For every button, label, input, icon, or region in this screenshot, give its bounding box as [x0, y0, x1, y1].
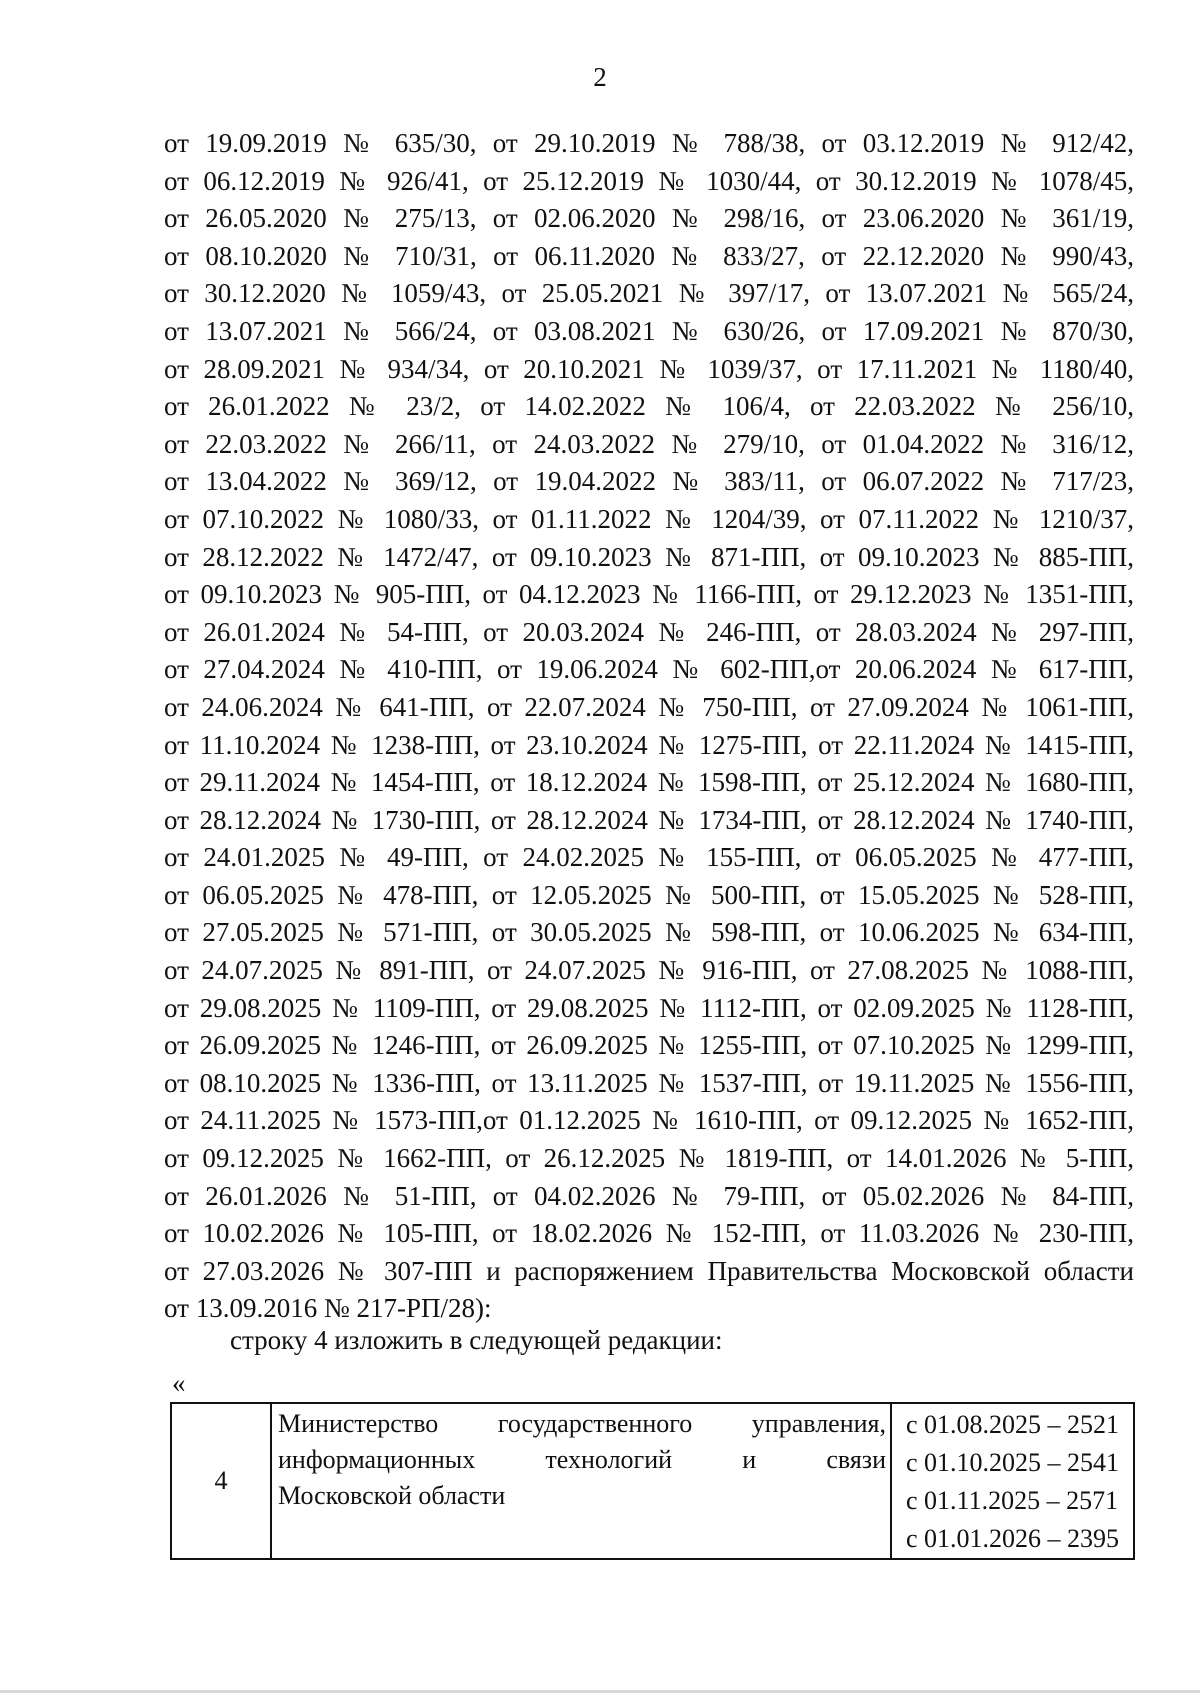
citation-text [164, 125, 1134, 1328]
text-line: от 24.07.2025 № 891-ПП, от 24.07.2025 № 916-ПП, от 27.08.2025 № 1088-ПП, [164, 955, 1134, 986]
amendment-paragraph: строку 4 изложить в следующей редакции: [230, 1325, 723, 1355]
text-line: от 30.12.2020 № 1059/43, от 25.05.2021 № 397/17, от 13.07.2021 № 565/24, [164, 278, 1134, 309]
text-line: от 26.01.2024 № 54-ПП, от 20.03.2024 № 246-ПП, от 28.03.2024 № 297-ПП, [164, 616, 1134, 647]
text-line: от 27.04.2024 № 410-ПП, от 19.06.2024 № 602-ПП,от 20.06.2024 № 617-ПП, [164, 654, 1134, 685]
text-line: от 24.01.2025 № 49-ПП, от 24.02.2025 № 155-ПП, от 06.05.2025 № 477-ПП, [164, 842, 1134, 873]
text-line: от 13.04.2022 № 369/12, от 19.04.2022 № 383/11, от 06.07.2022 № 717/23, [164, 466, 1134, 497]
text-line: от 11.10.2024 № 1238-ПП, от 23.10.2024 № 1275-ПП, от 22.11.2024 № 1415-ПП, [164, 729, 1134, 760]
date-value: с 01.01.2026 – 2395 [906, 1524, 1120, 1553]
ministry-name-cell [271, 1403, 891, 1559]
text-line: от 27.03.2026 № 307-ПП и распоряжением Правительства Московской области [164, 1255, 1134, 1286]
text-line: от 29.08.2025 № 1109-ПП, от 29.08.2025 № 1112-ПП, от 02.09.2025 № 1128-ПП, [164, 992, 1134, 1023]
opening-quote: « [172, 1368, 186, 1398]
text-line: от 26.01.2026 № 51-ПП, от 04.02.2026 № 79-ПП, от 05.02.2026 № 84-ПП, [164, 1180, 1134, 1211]
text-line: от 19.09.2019 № 635/30, от 29.10.2019 № 788/38, от 03.12.2019 № 912/42, [164, 128, 1134, 158]
table-row [171, 1403, 1134, 1559]
text-line: от 07.10.2022 № 1080/33, от 01.11.2022 № 1204/39, от 07.11.2022 № 1210/37, [164, 503, 1134, 534]
text-line: от 10.02.2026 № 105-ПП, от 18.02.2026 № 152-ПП, от 11.03.2026 № 230-ПП, [164, 1218, 1134, 1249]
date-value: с 01.08.2025 – 2521 [906, 1410, 1120, 1439]
text-line: от 22.03.2022 № 266/11, от 24.03.2022 № 279/10, от 01.04.2022 № 316/12, [164, 428, 1134, 459]
page-number: 2 [593, 62, 607, 92]
ministry-name-line: Министерство государственного управления, [278, 1409, 886, 1438]
amendment-table [170, 1402, 1135, 1560]
text-line: от 06.05.2025 № 478-ПП, от 12.05.2025 № 500-ПП, от 15.05.2025 № 528-ПП, [164, 879, 1134, 910]
text-line: от 27.05.2025 № 571-ПП, от 30.05.2025 № 598-ПП, от 10.06.2025 № 634-ПП, [164, 917, 1134, 948]
text-line: от 06.12.2019 № 926/41, от 25.12.2019 № 1030/44, от 30.12.2019 № 1078/45, [164, 165, 1134, 196]
text-line: от 08.10.2020 № 710/31, от 06.11.2020 № 833/27, от 22.12.2020 № 990/43, [164, 240, 1134, 271]
text-line: от 26.01.2022 № 23/2, от 14.02.2022 № 106/4, от 22.03.2022 № 256/10, [164, 391, 1134, 422]
text-line: от 28.09.2021 № 934/34, от 20.10.2021 № 1039/37, от 17.11.2021 № 1180/40, [164, 353, 1134, 384]
text-line: от 26.09.2025 № 1246-ПП, от 26.09.2025 № 1255-ПП, от 07.10.2025 № 1299-ПП, [164, 1030, 1134, 1061]
scan-edge-divider [0, 1690, 1200, 1693]
text-line: от 24.11.2025 № 1573-ПП,от 01.12.2025 № 1610-ПП, от 09.12.2025 № 1652-ПП, [164, 1105, 1134, 1136]
text-line: от 28.12.2024 № 1730-ПП, от 28.12.2024 № 1734-ПП, от 28.12.2024 № 1740-ПП, [164, 804, 1134, 835]
text-line: от 09.10.2023 № 905-ПП, от 04.12.2023 № 1166-ПП, от 29.12.2023 № 1351-ПП, [164, 579, 1134, 610]
ministry-name-line: Московской области [278, 1481, 506, 1510]
date-value: с 01.10.2025 – 2541 [906, 1448, 1120, 1477]
text-line: от 28.12.2022 № 1472/47, от 09.10.2023 № 871-ПП, от 09.10.2023 № 885-ПП, [164, 541, 1134, 572]
dates-cell [891, 1403, 1134, 1559]
text-line: от 24.06.2024 № 641-ПП, от 22.07.2024 № 750-ПП, от 27.09.2024 № 1061-ПП, [164, 691, 1134, 722]
text-line: от 08.10.2025 № 1336-ПП, от 13.11.2025 № 1537-ПП, от 19.11.2025 № 1556-ПП, [164, 1067, 1134, 1098]
text-line: от 13.07.2021 № 566/24, от 03.08.2021 № 630/26, от 17.09.2021 № 870/30, [164, 315, 1134, 346]
date-value: с 01.11.2025 – 2571 [906, 1486, 1119, 1515]
text-line: от 29.11.2024 № 1454-ПП, от 18.12.2024 № 1598-ПП, от 25.12.2024 № 1680-ПП, [164, 767, 1134, 798]
text-line: от 09.12.2025 № 1662-ПП, от 26.12.2025 № 1819-ПП, от 14.01.2026 № 5-ПП, [164, 1143, 1134, 1174]
ministry-name-line: информационных технологий и связи [278, 1445, 886, 1474]
text-line: от 13.09.2016 № 217-РП/28): [164, 1293, 492, 1324]
row-number-cell: 4 [171, 1403, 271, 1559]
text-line: от 26.05.2020 № 275/13, от 02.06.2020 № 298/16, от 23.06.2020 № 361/19, [164, 203, 1134, 234]
